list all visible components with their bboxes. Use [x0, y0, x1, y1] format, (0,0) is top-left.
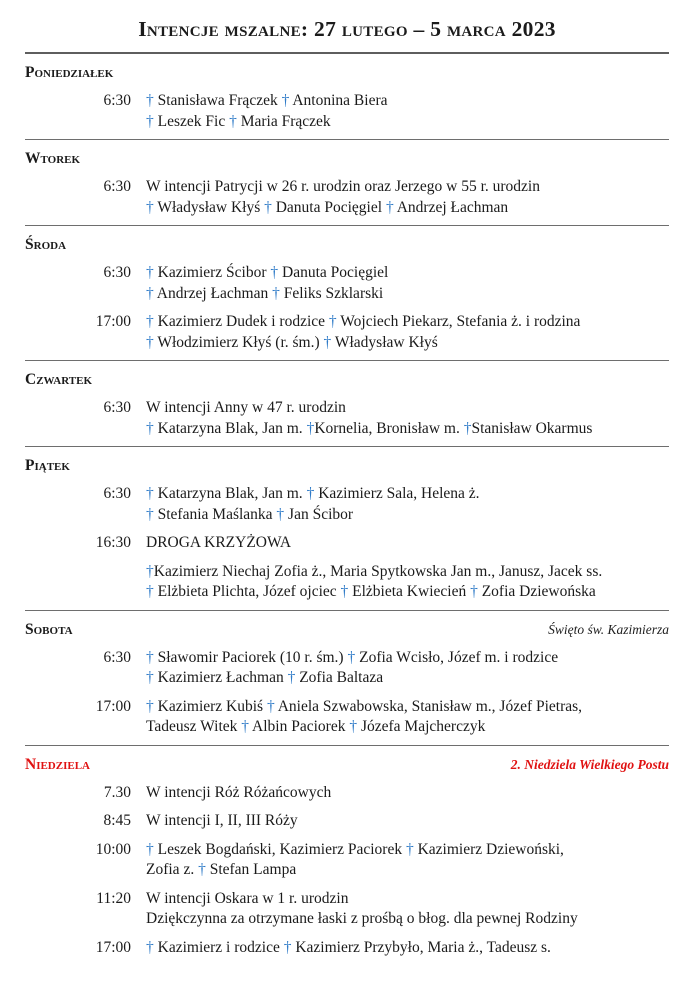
cross-icon: † [349, 718, 358, 735]
mass-intention-line: † Andrzej Łachman † Feliks Szklarski [146, 284, 384, 302]
cross-icon: † [146, 112, 154, 130]
cross-icon: † [198, 861, 206, 878]
mass-intention-lines [146, 889, 578, 930]
mass-intention-line: †Kazimierz Niechaj Zofia ż., Maria Spytkowska Jan m., Janusz, Jacek ss. [146, 562, 603, 580]
mass-entry-row [25, 840, 669, 881]
mass-entry-row [25, 648, 669, 689]
mass-intention-line: Dziękczynna za otrzymane łaski z prośbą o błog. dla pewnej Rodziny [146, 910, 578, 927]
cross-icon: † [146, 313, 154, 330]
cross-icon: † [264, 198, 272, 216]
cross-icon: † [229, 112, 237, 130]
day-divider [25, 225, 669, 226]
mass-time: 8:45 [103, 812, 131, 829]
mass-time: 6:30 [103, 178, 131, 195]
cross-icon: † [241, 718, 250, 735]
day-entries [25, 783, 669, 959]
mass-intention-line: † Katarzyna Blak, Jan m. †Kornelia, Bronisław m. †Stanisław Okarmus [146, 419, 593, 437]
mass-time: 17:00 [95, 938, 131, 956]
mass-entry-row [25, 484, 669, 525]
cross-icon: † [287, 669, 296, 686]
day-name-label: Środa [25, 236, 67, 253]
mass-intention-line: † Katarzyna Blak, Jan m. † Kazimierz Sala, Helena ż. [146, 485, 480, 502]
mass-intention-line: † Stanisława Frączek † Antonina Biera [146, 92, 388, 109]
day-entries [25, 484, 669, 603]
day-entries [25, 263, 669, 353]
cross-icon: † [146, 264, 154, 281]
mass-intention-line: W intencji Oskara w 1 r. urodzin [146, 889, 349, 907]
mass-intention-lines [146, 648, 558, 689]
mass-intention-line: † Kazimierz Kubiś † Aniela Szwabowska, Stanisław m., Józef Pietras, [146, 697, 583, 715]
day-section [25, 755, 669, 959]
mass-intention-lines [146, 533, 291, 554]
mass-intention-line: † Władysław Kłyś † Danuta Pocięgiel † Andrzej Łachman [146, 198, 509, 216]
mass-time: 10:00 [95, 840, 131, 858]
mass-entry-row [25, 938, 669, 959]
day-divider [25, 610, 669, 611]
mass-entry-row [25, 177, 669, 218]
mass-intention-lines [146, 312, 580, 353]
cross-icon: † [146, 648, 154, 666]
mass-intention-line: W intencji Patrycji w 26 r. urodzin oraz Jerzego w 55 r. urodzin [146, 178, 540, 195]
title-divider [25, 52, 669, 54]
mass-intention-line: W intencji Róż Różańcowych [146, 783, 332, 801]
cross-icon: † [146, 697, 154, 715]
mass-entry-row [25, 312, 669, 353]
mass-time: 17:00 [95, 697, 131, 715]
cross-icon: † [340, 583, 349, 600]
mass-intention-lines [146, 91, 388, 132]
mass-intention-line: † Leszek Fic † Maria Frączek [146, 112, 331, 130]
mass-entry-row [25, 811, 669, 832]
schedule-days [25, 63, 669, 958]
cross-icon: † [146, 840, 154, 858]
mass-intention-lines [146, 398, 592, 439]
day-divider [25, 139, 669, 140]
mass-intention-line: Tadeusz Witek † Albin Paciorek † Józefa Majcherczyk [146, 718, 486, 735]
cross-icon: † [146, 419, 154, 437]
day-divider [25, 446, 669, 447]
mass-time: 6:30 [103, 92, 131, 109]
day-section [25, 456, 669, 611]
mass-intention-lines [146, 263, 388, 304]
mass-time: 6:30 [103, 399, 131, 416]
mass-intention-line: † Kazimierz Dudek i rodzice † Wojciech Piekarz, Stefania ż. i rodzina [146, 313, 581, 330]
mass-intention-line: DROGA KRZYŻOWA [146, 534, 292, 551]
cross-icon: † [146, 92, 154, 109]
cross-icon: † [306, 419, 315, 437]
cross-icon: † [463, 419, 472, 437]
cross-icon: † [281, 92, 290, 109]
mass-entry-row [25, 562, 669, 603]
cross-icon: † [146, 669, 154, 686]
mass-intention-line: † Sławomir Paciorek (10 r. śm.) † Zofia Wcisło, Józef m. i rodzice [146, 648, 559, 666]
day-divider [25, 745, 669, 746]
cross-icon: † [385, 198, 394, 216]
mass-intention-line: † Kazimierz Ścibor † Danuta Pocięgiel [146, 264, 389, 281]
mass-intention-lines [146, 938, 551, 959]
cross-icon: † [470, 583, 478, 600]
mass-time: 11:20 [96, 889, 131, 907]
mass-intention-line: W intencji Anny w 47 r. urodzin [146, 399, 346, 416]
cross-icon: † [146, 562, 154, 580]
mass-intention-lines [146, 783, 331, 804]
mass-intention-line: † Włodzimierz Kłyś (r. śm.) † Władysław Kłyś [146, 333, 438, 351]
cross-icon: † [276, 505, 285, 523]
mass-entry-row [25, 263, 669, 304]
day-name-label: Niedziela [25, 755, 90, 773]
mass-intention-lines [146, 562, 602, 603]
cross-icon: † [146, 505, 154, 523]
mass-intention-line: † Kazimierz Łachman † Zofia Baltaza [146, 669, 384, 686]
cross-icon: † [146, 284, 154, 302]
day-name-label: Piątek [25, 457, 70, 474]
cross-icon: † [266, 697, 275, 715]
mass-entry-row [25, 398, 669, 439]
cross-icon: † [323, 333, 332, 351]
day-name-label: Poniedziałek [25, 64, 114, 81]
page-title: Intencje mszalne: 27 lutego – 5 marca 2023 [138, 17, 556, 41]
day-entries [25, 91, 669, 132]
mass-intention-lines [146, 840, 564, 881]
cross-icon: † [146, 198, 154, 216]
day-section [25, 63, 669, 140]
day-note: Święto św. Kazimierza [548, 621, 669, 637]
day-name-label: Czwartek [25, 371, 93, 388]
day-note: 2. Niedziela Wielkiego Postu [510, 756, 669, 772]
cross-icon: † [405, 840, 414, 858]
day-entries [25, 648, 669, 738]
day-divider [25, 360, 669, 361]
cross-icon: † [146, 485, 154, 502]
day-section [25, 235, 669, 361]
day-section [25, 370, 669, 447]
mass-intention-lines [146, 811, 298, 832]
day-header [25, 755, 669, 775]
mass-time: 17:00 [95, 313, 131, 330]
cross-icon: † [283, 938, 292, 956]
day-header [25, 370, 669, 390]
cross-icon: † [306, 485, 315, 502]
mass-time: 6:30 [103, 485, 131, 502]
mass-intention-line: † Leszek Bogdański, Kazimierz Paciorek † Kazimierz Dziewoński, [146, 840, 564, 858]
mass-time: 16:30 [95, 534, 131, 551]
mass-intention-line: † Kazimierz i rodzice † Kazimierz Przybyło, Maria ż., Tadeusz s. [146, 938, 551, 956]
day-header [25, 63, 669, 83]
mass-entry-row [25, 533, 669, 554]
mass-intention-line: W intencji I, II, III Róży [146, 812, 298, 829]
mass-entry-row [25, 783, 669, 804]
cross-icon: † [328, 313, 337, 330]
day-header [25, 235, 669, 255]
mass-time: 7.30 [103, 783, 131, 801]
day-entries [25, 398, 669, 439]
cross-icon: † [272, 284, 280, 302]
cross-icon: † [270, 264, 279, 281]
mass-entry-row [25, 697, 669, 738]
day-section [25, 149, 669, 226]
day-header [25, 149, 669, 169]
cross-icon: † [146, 583, 154, 600]
mass-time [25, 562, 131, 603]
cross-icon: † [146, 333, 154, 351]
cross-icon: † [347, 648, 356, 666]
mass-intention-line: † Elżbieta Plichta, Józef ojciec † Elżbieta Kwiecień † Zofia Dziewońska [146, 583, 596, 600]
mass-entry-row [25, 91, 669, 132]
mass-time: 6:30 [103, 264, 131, 281]
day-section [25, 620, 669, 746]
mass-intention-lines [146, 177, 540, 218]
day-name-label: Sobota [25, 620, 73, 638]
mass-intention-line: † Stefania Maślanka † Jan Ścibor [146, 505, 354, 523]
mass-time: 6:30 [103, 648, 131, 666]
day-header [25, 620, 669, 640]
day-entries [25, 177, 669, 218]
mass-intention-lines [146, 697, 582, 738]
day-name-label: Wtorek [25, 150, 81, 167]
cross-icon: † [146, 938, 154, 956]
mass-intention-lines [146, 484, 480, 525]
mass-intention-line: Zofia z. † Stefan Lampa [146, 861, 297, 878]
day-header [25, 456, 669, 476]
mass-entry-row [25, 889, 669, 930]
